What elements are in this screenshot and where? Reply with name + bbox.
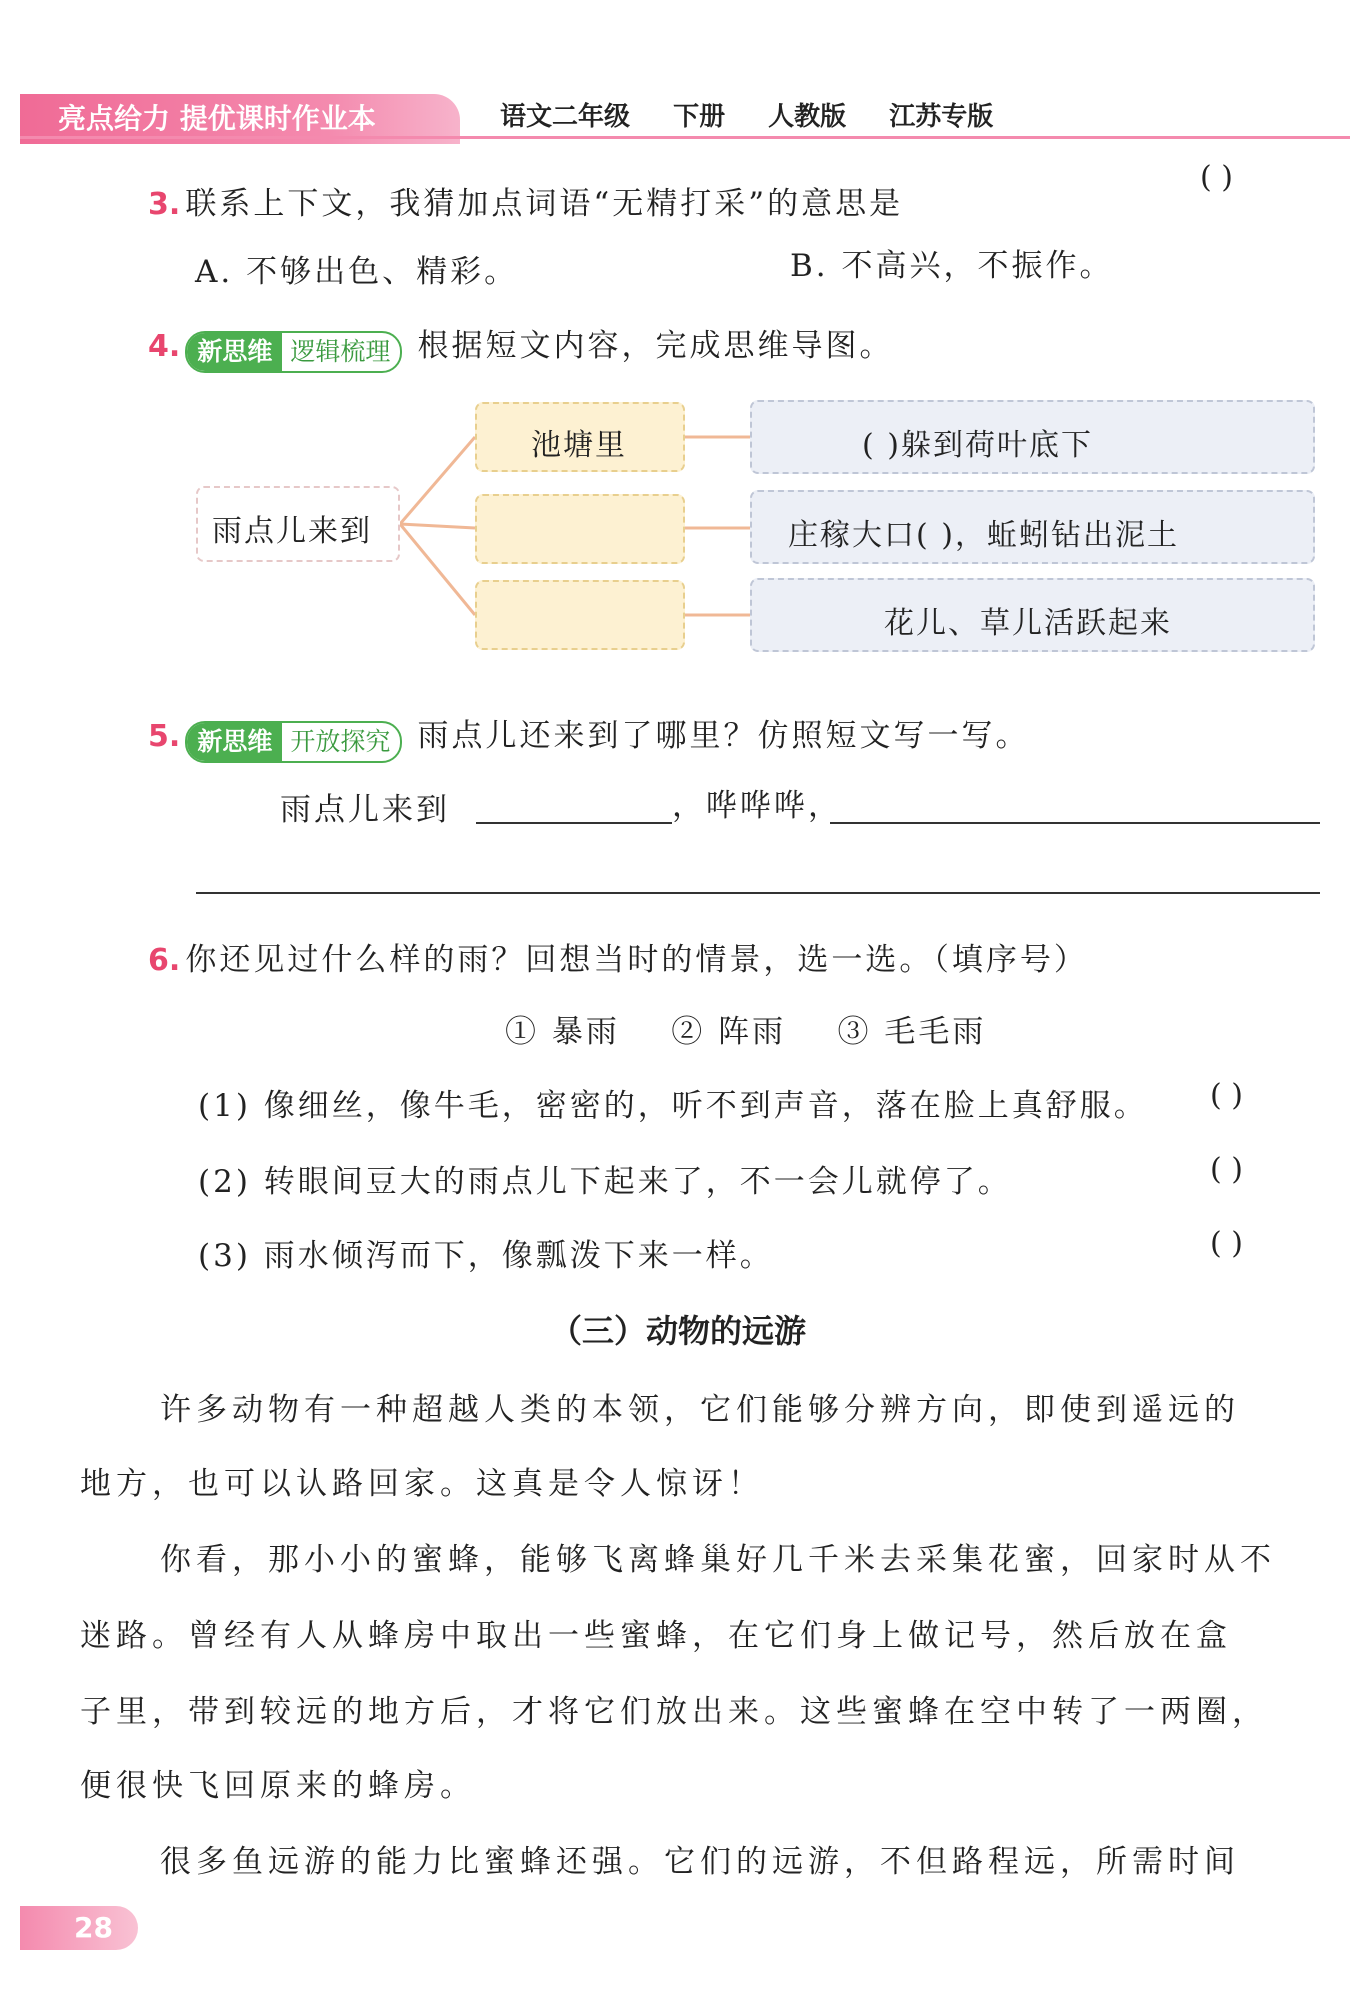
q3-number: 3.: [148, 187, 181, 222]
mind-map-right-3: [750, 578, 1315, 652]
mind-map-right-1: [750, 400, 1315, 474]
mind-map-root-label: 雨点儿来到: [212, 514, 372, 549]
q5-prefix: 雨点儿来到: [280, 792, 450, 828]
q5-middle: ，哗哗哗，: [672, 788, 842, 824]
q3-answer-paren[interactable]: ( ): [1200, 160, 1233, 195]
q4-badge-sub: 逻辑梳理: [290, 336, 391, 366]
q5-badge-main: 新思维: [187, 723, 282, 761]
passage-line-3: 你看，那小小的蜜蜂，能够飞离蜂巢好几千米去采集花蜜，回家时从不: [160, 1542, 1276, 1578]
q6-text: 你还见过什么样的雨？回想当时的情景，选一选。（填序号）: [185, 942, 1088, 978]
q6-item-1-paren[interactable]: ( ): [1210, 1078, 1243, 1113]
q5-badge: [185, 721, 402, 763]
q6-item-2-paren[interactable]: ( ): [1210, 1152, 1243, 1187]
q4-text: 根据短文内容，完成思维导图。: [417, 328, 894, 364]
mind-map-root: [196, 486, 400, 562]
q3-text: 联系上下文，我猜加点词语“无精打采”的意思是: [185, 186, 904, 222]
mind-map-right-2: [750, 490, 1315, 564]
q3-option-a: A. 不够出色、精彩。: [195, 254, 519, 290]
passage-line-7: 很多鱼远游的能力比蜜蜂还强。它们的远游，不但路程远，所需时间: [160, 1844, 1240, 1880]
header-brand: 亮点给力 提优课时作业本: [58, 102, 376, 135]
q6-item-3: (3) 雨水倾泻而下，像瓢泼下来一样。: [198, 1238, 774, 1274]
connector-root-mid-1: [400, 437, 475, 524]
q5-continuation-blank[interactable]: [196, 892, 1320, 894]
mind-map-right-3-label: 花儿、草儿活跃起来: [884, 606, 1172, 641]
page-number-tab: [20, 1906, 138, 1950]
connector-root-mid-2: [400, 524, 475, 528]
q4-number: 4.: [148, 329, 181, 364]
q6-item-1: (1) 像细丝，像牛毛，密密的，听不到声音，落在脸上真舒服。: [198, 1088, 1148, 1124]
q6-options: ① 暴雨 ② 阵雨 ③ 毛毛雨: [505, 1014, 987, 1050]
passage-title: （三）动物的远游: [550, 1312, 807, 1350]
passage-line-2: 地方，也可以认路回家。这真是令人惊讶！: [80, 1466, 764, 1502]
mind-map-mid-1-label: 池塘里: [531, 428, 627, 463]
q4-badge-main: 新思维: [187, 333, 282, 371]
passage-line-4: 迷路。曾经有人从蜂房中取出一些蜜蜂，在它们身上做记号，然后放在盒: [80, 1618, 1232, 1654]
mind-map-mid-1: [475, 402, 685, 472]
passage-line-6: 便很快飞回原来的蜂房。: [80, 1768, 476, 1804]
q6-line: [148, 934, 1088, 979]
header-grade: 语文二年级: [500, 102, 631, 132]
header-edition: 人教版: [768, 102, 847, 132]
passage-line-1: 许多动物有一种超越人类的本领，它们能够分辨方向，即使到遥远的: [160, 1392, 1240, 1428]
q6-number: 6.: [148, 943, 181, 978]
header-volume: 下册: [673, 102, 726, 132]
q5-badge-sub: 开放探究: [290, 726, 391, 756]
passage-line-5: 子里，带到较远的地方后，才将它们放出来。这些蜜蜂在空中转了一两圈，: [80, 1694, 1268, 1730]
mind-map-right-1-label: ( )躲到荷叶底下: [862, 428, 1093, 463]
mind-map-right-2-label: 庄稼大口( )，蚯蚓钻出泥土: [788, 518, 1179, 553]
connector-root-mid-3: [400, 524, 475, 615]
q5-number: 5.: [148, 719, 181, 754]
q6-item-3-paren[interactable]: ( ): [1210, 1226, 1243, 1261]
q5-description-blank[interactable]: [830, 822, 1320, 824]
header-region: 江苏专版: [889, 102, 994, 132]
q5-place-blank[interactable]: [476, 822, 672, 824]
mind-map-mid-2-blank[interactable]: [475, 494, 685, 564]
q6-item-2: (2) 转眼间豆大的雨点儿下起来了，不一会儿就停了。: [198, 1164, 1012, 1200]
page-number: 28: [74, 1911, 113, 1944]
mind-map-mid-3-blank[interactable]: [475, 580, 685, 650]
q5-text: 雨点儿还来到了哪里？仿照短文写一写。: [417, 718, 1030, 754]
q3-option-b: B. 不高兴，不振作。: [790, 248, 1114, 284]
q5-line: [148, 710, 1030, 763]
